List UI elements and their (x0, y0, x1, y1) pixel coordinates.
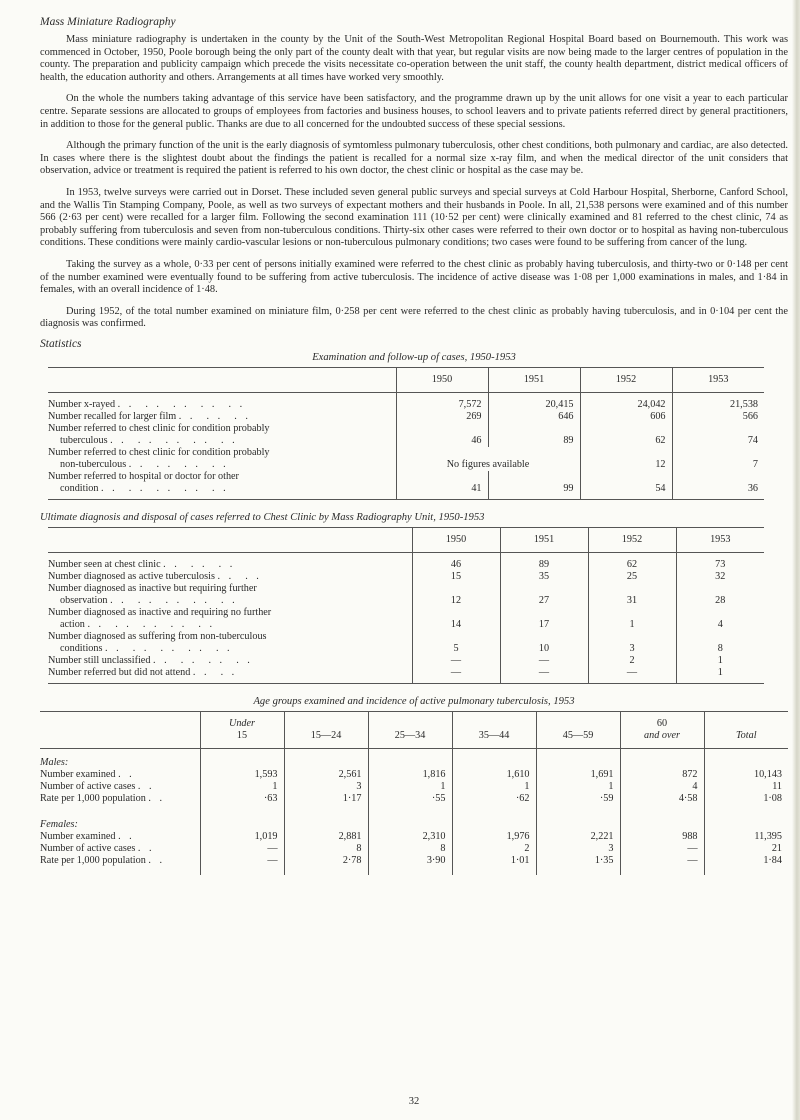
page-edge-shadow (792, 0, 800, 1120)
column-header: 1952 (580, 367, 672, 392)
column-header: Total (704, 711, 788, 748)
row-label: Number still unclassified . . . . . . . . (48, 654, 253, 666)
column-header: 1953 (672, 367, 764, 392)
table2-caption: Ultimate diagnosis and disposal of cases referred to Chest Clinic by Mass Radiography Unit, 1950-1953 (40, 511, 485, 523)
row-label: Number recalled for larger film . . . . . . (48, 410, 251, 422)
row-label: Number referred but did not attend . . . . (48, 667, 412, 684)
column-header: 1950 (396, 367, 488, 392)
column-header: 35—44 (452, 711, 536, 748)
table-row: Number of active cases . . — 8 8 2 3 — 21 (40, 843, 788, 855)
table-row: Number recalled for larger film . . . . . . 269 646 606 566 (48, 411, 764, 423)
paragraph: During 1952, of the total number examined on miniature film, 0·258 per cent were referred to the chest clinic as probably having tuberculosis, and in 0·104 per cent the diagnosis was confirmed. (40, 305, 788, 330)
table-examination-followup (48, 367, 764, 500)
table-row: Number still unclassified . . . . . . . . — — 2 1 (48, 655, 764, 667)
table-age-groups (40, 711, 788, 875)
group-label: Females: (40, 818, 78, 830)
column-header: 45—59 (536, 711, 620, 748)
row-label: Number diagnosed as inactive but requiring further observation . . . . . . . . . . (48, 582, 257, 606)
row-label: Number referred to hospital or doctor for other condition . . . . . . . . . . (48, 471, 396, 500)
page-number: 32 (408, 1096, 420, 1107)
section-heading: Mass Miniature Radiography (40, 16, 176, 28)
paragraph: Taking the survey as a whole, 0·33 per cent of persons initially examined were referred to the chest clinic as probably having tuberculosis, and thirty-two or 0·148 per cent of the number examined were eventually found to be suffering from active tuberculosis. The incidence of active disease was 1·08 per 1,000 examinations in males, and 1·84 in females, with an overall incidence of 1·48. (40, 258, 788, 296)
row-label: Number diagnosed as suffering from non-tuberculous conditions . . . . . . . . . . (48, 630, 267, 654)
column-header: Under 15 (200, 711, 284, 748)
table-row: Number referred to chest clinic for condition probably tuberculous . . . . . . . . . . 46 89 62 74 (48, 423, 764, 447)
row-label: Number seen at chest clinic . . . . . . (48, 558, 236, 570)
table-row: Number examined . . 1,019 2,881 2,310 1,976 2,221 988 11,395 (40, 831, 788, 843)
table-row: Number diagnosed as inactive but requiring further observation . . . . . . . . . . 12 27 31 28 (48, 583, 764, 607)
table3-caption: Age groups examined and incidence of active pulmonary tuberculosis, 1953 (253, 695, 575, 707)
table1-caption: Examination and follow-up of cases, 1950-1953 (312, 351, 516, 363)
table-row: Number referred to hospital or doctor for other condition . . . . . . . . . . 41 99 54 36 (48, 471, 764, 500)
row-label: Number x-rayed . . . . . . . . . . (48, 398, 246, 410)
table-row: Number x-rayed . . . . . . . . . . 7,572 20,415 24,042 21,538 (48, 392, 764, 411)
column-header: 1951 (500, 527, 588, 552)
table-row: Number referred but did not attend . . . . — — — 1 (48, 667, 764, 684)
group-row (40, 748, 788, 769)
group-row (40, 805, 788, 831)
table-row: Rate per 1,000 population . . — 2·78 3·90 1·01 1·35 — 1·84 (40, 855, 788, 875)
column-header: 1953 (676, 527, 764, 552)
row-label: Number of active cases . . (40, 780, 155, 792)
column-header: 1951 (488, 367, 580, 392)
table-row: Number seen at chest clinic . . . . . . 46 89 62 73 (48, 552, 764, 571)
paragraph: Although the primary function of the unit is the early diagnosis of symtomless pulmonary tuberculosis, other chest conditions, both pulmonary and cardiac, are also detected. In cases where there is the slightest doubt about the findings the patient is recalled for a normal size x-ray film, and when the medical director of the unit considers that observation, advice or treatment is required the patient is referred to his own doctor, the chest clinic or hospital as the case may be. (40, 140, 788, 177)
table-ultimate-diagnosis (48, 527, 764, 684)
row-label: Number of active cases . . (40, 842, 155, 854)
paragraph: On the whole the numbers taking advantage of this service have been satisfactory, and the programme drawn up by the unit allows for one visit a year to each particular centre. Separate sessions are allocated to groups of employees from factories and business houses, to school leavers and to private patients referred direct by general practitioners, in addition to those for the general public. Thanks are due to all concerned for the undoubted success of these special sessions. (40, 93, 788, 130)
table-row: Number diagnosed as active tuberculosis . . . . 15 35 25 32 (48, 571, 764, 583)
table-row: Number examined . . 1,593 2,561 1,816 1,610 1,691 872 10,143 (40, 769, 788, 781)
table-row: Number diagnosed as suffering from non-tuberculous conditions . . . . . . . . . . 5 10 3 8 (48, 631, 764, 655)
group-label: Males: (40, 756, 69, 768)
table-row: Number referred to chest clinic for condition probably non-tuberculous . . . . . . . . No figures available 12 7 (48, 447, 764, 471)
row-label: Number referred to chest clinic for condition probably non-tuberculous . . . . . . . . (48, 446, 270, 470)
table-row: Number diagnosed as inactive and requiring no further action . . . . . . . . . . 14 17 1 4 (48, 607, 764, 631)
column-header: 25—34 (368, 711, 452, 748)
column-header: 15—24 (284, 711, 368, 748)
table-row: Rate per 1,000 population . . ·63 1·17 ·55 ·62 ·59 4·58 1·08 (40, 793, 788, 805)
row-label: Number diagnosed as active tuberculosis . . . . (48, 570, 262, 582)
table-row: Number of active cases . . 1 3 1 1 1 4 11 (40, 781, 788, 793)
column-header: 1952 (588, 527, 676, 552)
row-label: Number referred to chest clinic for condition probably tuberculous . . . . . . . . . . (48, 422, 270, 446)
document-page (40, 16, 788, 1107)
column-header: 60 and over (620, 711, 704, 748)
column-header: 1950 (412, 527, 500, 552)
paragraph: Mass miniature radiography is undertaken in the county by the Unit of the South-West Metropolitan Regional Hospital Board based on Bournemouth. This work was commenced in October, 1950, Poole borough being the only part of the county dealt with that year, but regular visits are now being made to the larger centres of population in the county. The preparation and publicity campaign which precede the visits necessitate co-operation between the unit staff, the county health department, district medical officers of health, the education authority and others. Arrangements at all times have worked very smoothly. (40, 34, 788, 83)
row-label: Number diagnosed as inactive and requiring no further action . . . . . . . . . . (48, 606, 272, 630)
row-label: Rate per 1,000 population . . (40, 792, 166, 804)
row-label: Number examined . . (40, 768, 135, 780)
no-figures-note: No figures available (396, 447, 580, 471)
row-label: Rate per 1,000 population . . (40, 854, 166, 866)
paragraph: In 1953, twelve surveys were carried out in Dorset. These included seven general public surveys and special surveys at Cold Harbour Hospital, Sherborne, Canford School, and the Wallis Tin Stamping Company, Poole, as well as two surveys of expectant mothers and their husbands in Poole. In all, 21,538 persons were examined and of this number 566 (2·63 per cent) were recalled for a larger film. Following the second examination 111 (10·52 per cent) were clinically examined and 81 referred to the chest clinic, 74 as probably suffering from tuberculosis and seven from non-tuberculous conditions. Thirty-six other cases were referred to their own doctor or to hospital as having non-tuberculous conditions. These conditions were mainly cardio-vascular lesions or non-tuberculous pulmonary conditions; two cases were found to be suffering from cancer of the lung. (40, 186, 788, 249)
row-label: Number examined . . (40, 830, 135, 842)
statistics-heading: Statistics (40, 337, 82, 350)
